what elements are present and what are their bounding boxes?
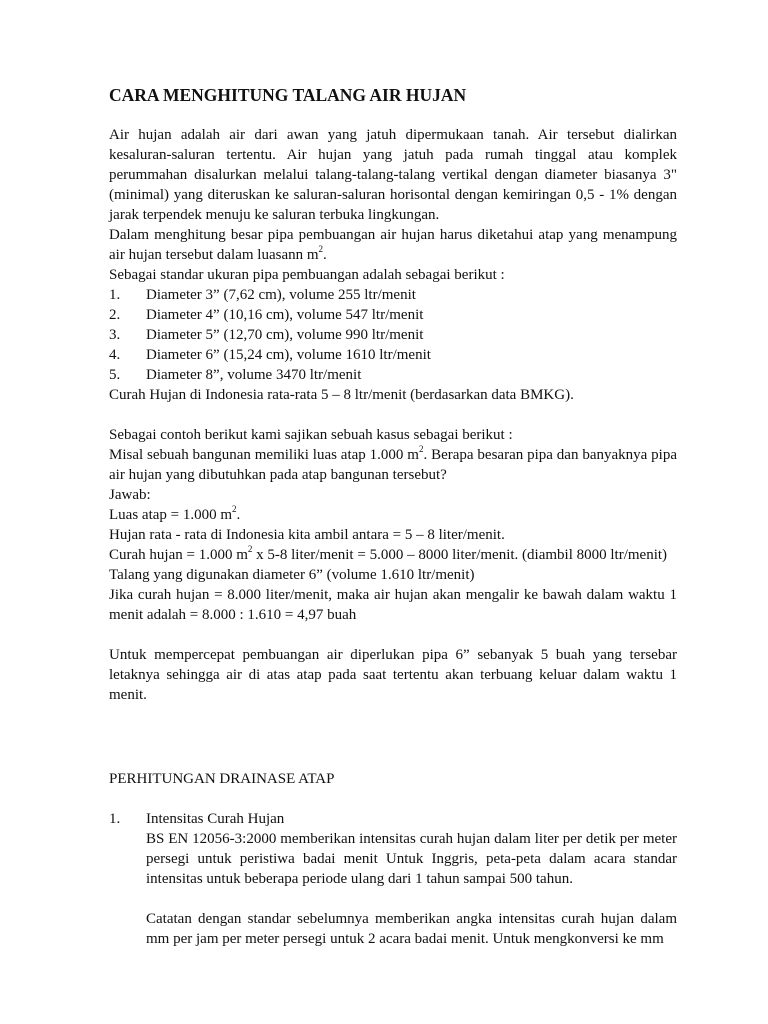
document-page bbox=[109, 84, 677, 949]
section-item-body bbox=[146, 809, 677, 949]
intro-paragraph-2-sup: 2 bbox=[318, 244, 324, 254]
list-item-text: Diameter 4” (10,16 cm), volume 547 ltr/menit bbox=[146, 307, 424, 323]
list-item-number: 1. bbox=[109, 287, 121, 303]
example-question-sup: 2 bbox=[418, 444, 424, 454]
example-rainfall-calc-sup: 2 bbox=[247, 544, 253, 554]
section-item bbox=[109, 809, 677, 949]
example-conclusion: Jika curah hujan = 8.000 liter/menit, maka air hujan akan mengalir ke bawah dalam waktu 1 menit adalah = 8.000 : 1.610 = 4,97 buah bbox=[109, 587, 677, 623]
section-item-number: 1. bbox=[109, 811, 121, 827]
spacer bbox=[109, 789, 677, 809]
section-item-paragraph-2: Catatan dengan standar sebelumnya memberikan angka intensitas curah hujan dalam mm per jam per meter persegi untuk 2 acara badai menit. Untuk mengkonversi ke mm bbox=[146, 911, 677, 947]
list-item bbox=[109, 305, 677, 325]
rainfall-note: Curah Hujan di Indonesia rata-rata 5 – 8 ltr/menit (berdasarkan data BMKG). bbox=[109, 387, 574, 403]
list-item bbox=[109, 285, 677, 305]
example-question-rest: . Berapa besaran pipa dan banyaknya pipa air hujan yang dibutuhkan pada atap bangunan tersebut? bbox=[109, 447, 677, 483]
list-item bbox=[109, 325, 677, 345]
list-item-text: Diameter 3” (7,62 cm), volume 255 ltr/menit bbox=[146, 287, 416, 303]
example-answer-label: Jawab: bbox=[109, 487, 151, 503]
list-item-text: Diameter 6” (15,24 cm), volume 1610 ltr/menit bbox=[146, 347, 431, 363]
example-rainfall-calc bbox=[109, 545, 677, 565]
list-item-number: 3. bbox=[109, 327, 121, 343]
spacer bbox=[109, 749, 677, 769]
example-roof-area bbox=[109, 505, 677, 525]
example-gutter-used: Talang yang digunakan diameter 6” (volume 1.610 ltr/menit) bbox=[109, 567, 475, 583]
spacer bbox=[109, 625, 677, 645]
example-speedup-note: Untuk mempercepat pembuangan air diperlukan pipa 6” sebanyak 5 buah yang tersebar letaknya sehingga air di atas atap pada saat tertentu akan terbuang keluar dalam waktu 1 menit. bbox=[109, 647, 677, 703]
spacer bbox=[109, 705, 677, 749]
example-intro: Sebagai contoh berikut kami sajikan sebuah kasus sebagai berikut : bbox=[109, 427, 513, 443]
example-roof-area-end: . bbox=[236, 507, 241, 523]
example-question bbox=[109, 445, 677, 485]
list-item-text: Diameter 5” (12,70 cm), volume 990 ltr/menit bbox=[146, 327, 424, 343]
intro-paragraph-2-text: Dalam menghitung besar pipa pembuangan air hujan harus diketahui atap yang menampung air hujan tersebut dalam luasann m bbox=[109, 227, 677, 263]
intro-paragraph-2 bbox=[109, 225, 677, 265]
list-item bbox=[109, 345, 677, 365]
section-item-paragraph-1: BS EN 12056-3:2000 memberikan intensitas curah hujan dalam liter per detik per meter persegi untuk peristiwa badai menit Untuk Inggris, peta-peta dalam acara standar intensitas untuk beberapa periode ulang dari 1 tahun sampai 500 tahun. bbox=[146, 831, 677, 887]
list-item-text: Diameter 8”, volume 3470 ltr/menit bbox=[146, 367, 362, 383]
spacer bbox=[146, 889, 677, 909]
intro-paragraph-3: Sebagai standar ukuran pipa pembuangan adalah sebagai berikut : bbox=[109, 267, 505, 283]
list-item-number: 5. bbox=[109, 367, 121, 383]
intro-paragraph-2-end: . bbox=[323, 247, 327, 263]
example-question-text: Misal sebuah bangunan memiliki luas atap 1.000 m bbox=[109, 447, 419, 463]
example-rainfall-calc-text: Curah hujan = 1.000 m bbox=[109, 547, 248, 563]
section-heading: PERHITUNGAN DRAINASE ATAP bbox=[109, 771, 335, 787]
example-rainfall-calc-rest: x 5-8 liter/menit = 5.000 – 8000 liter/menit. (diambil 8000 ltr/menit) bbox=[252, 547, 668, 563]
example-average-rain: Hujan rata - rata di Indonesia kita ambil antara = 5 – 8 liter/menit. bbox=[109, 527, 505, 543]
list-item bbox=[109, 365, 677, 385]
example-roof-area-sup: 2 bbox=[232, 504, 237, 514]
pipe-size-list bbox=[109, 285, 677, 385]
example-roof-area-text: Luas atap = 1.000 m bbox=[109, 507, 233, 523]
spacer bbox=[109, 405, 677, 425]
list-item-number: 2. bbox=[109, 307, 121, 323]
list-item-number: 4. bbox=[109, 347, 121, 363]
section-item-title: Intensitas Curah Hujan bbox=[146, 811, 285, 827]
intro-paragraph-1: Air hujan adalah air dari awan yang jatuh dipermukaan tanah. Air tersebut dialirkan kesaluran-saluran tertentu. Air hujan yang jatuh pada rumah tinggal atau komplek perummahan disalurkan melalui talang-talang-talang vertikal dengan diameter biasanya 3" (minimal) yang diteruskan ke saluran-saluran horisontal dengan kemiringan 0,5 - 1% dengan jarak terpendek menuju ke saluran terbuka lingkungan. bbox=[109, 127, 677, 223]
document-title: CARA MENGHITUNG TALANG AIR HUJAN bbox=[109, 85, 467, 105]
